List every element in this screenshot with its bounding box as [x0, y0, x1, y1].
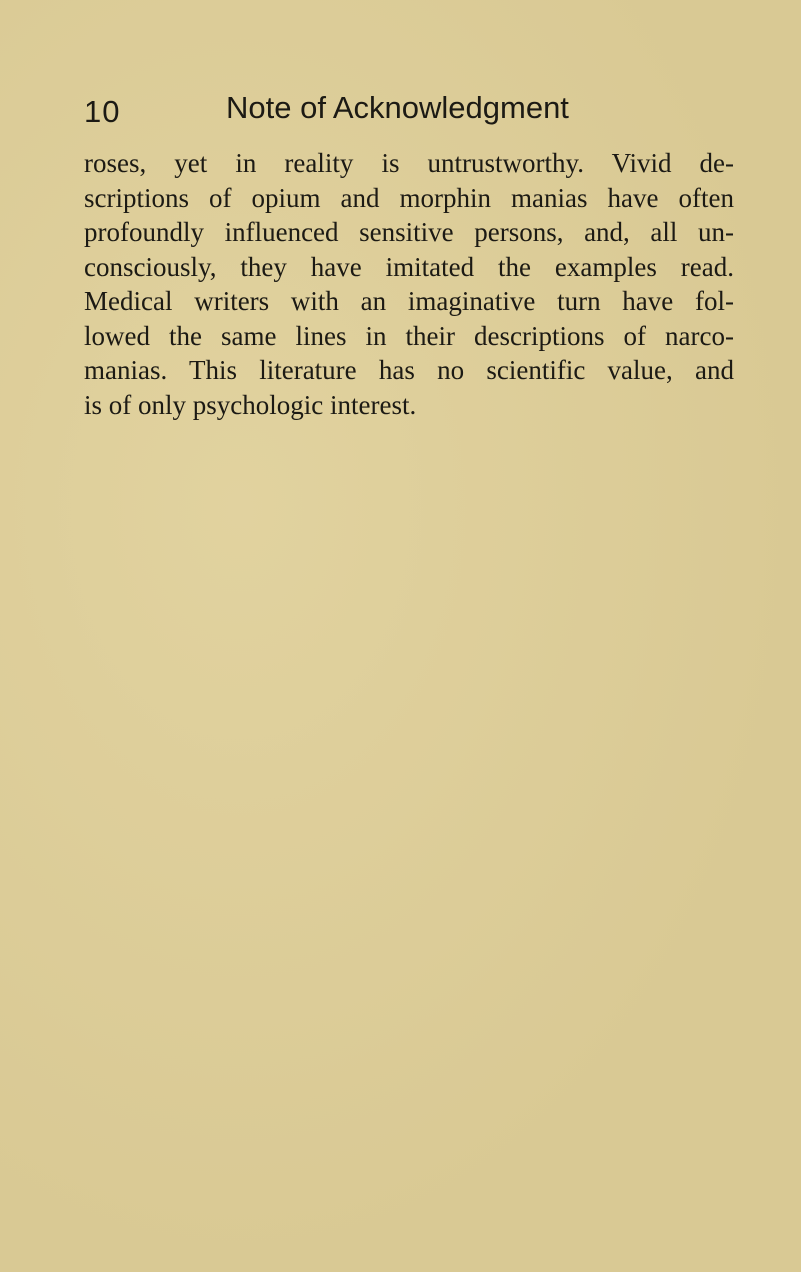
text-line: roses, yet in reality is untrustworthy. Vivid de- — [84, 148, 734, 178]
body-paragraph — [84, 146, 734, 422]
text-line: scriptions of opium and morphin manias have often — [84, 182, 734, 213]
text-line: manias. This literature has no scientific value, and — [84, 355, 734, 385]
running-title: Note of Acknowledgment — [226, 90, 569, 125]
text-line: profoundly influenced sensitive persons, and, all un- — [84, 217, 734, 247]
running-head — [84, 90, 724, 134]
text-line: lowed the same lines in their descriptions of narco- — [84, 320, 734, 351]
text-line: is of only psychologic interest. — [84, 389, 417, 420]
page-number: 10 — [84, 94, 121, 129]
text-line: consciously, they have imitated the examples read. — [84, 251, 734, 282]
text-line: Medical writers with an imaginative turn have fol- — [84, 286, 734, 316]
